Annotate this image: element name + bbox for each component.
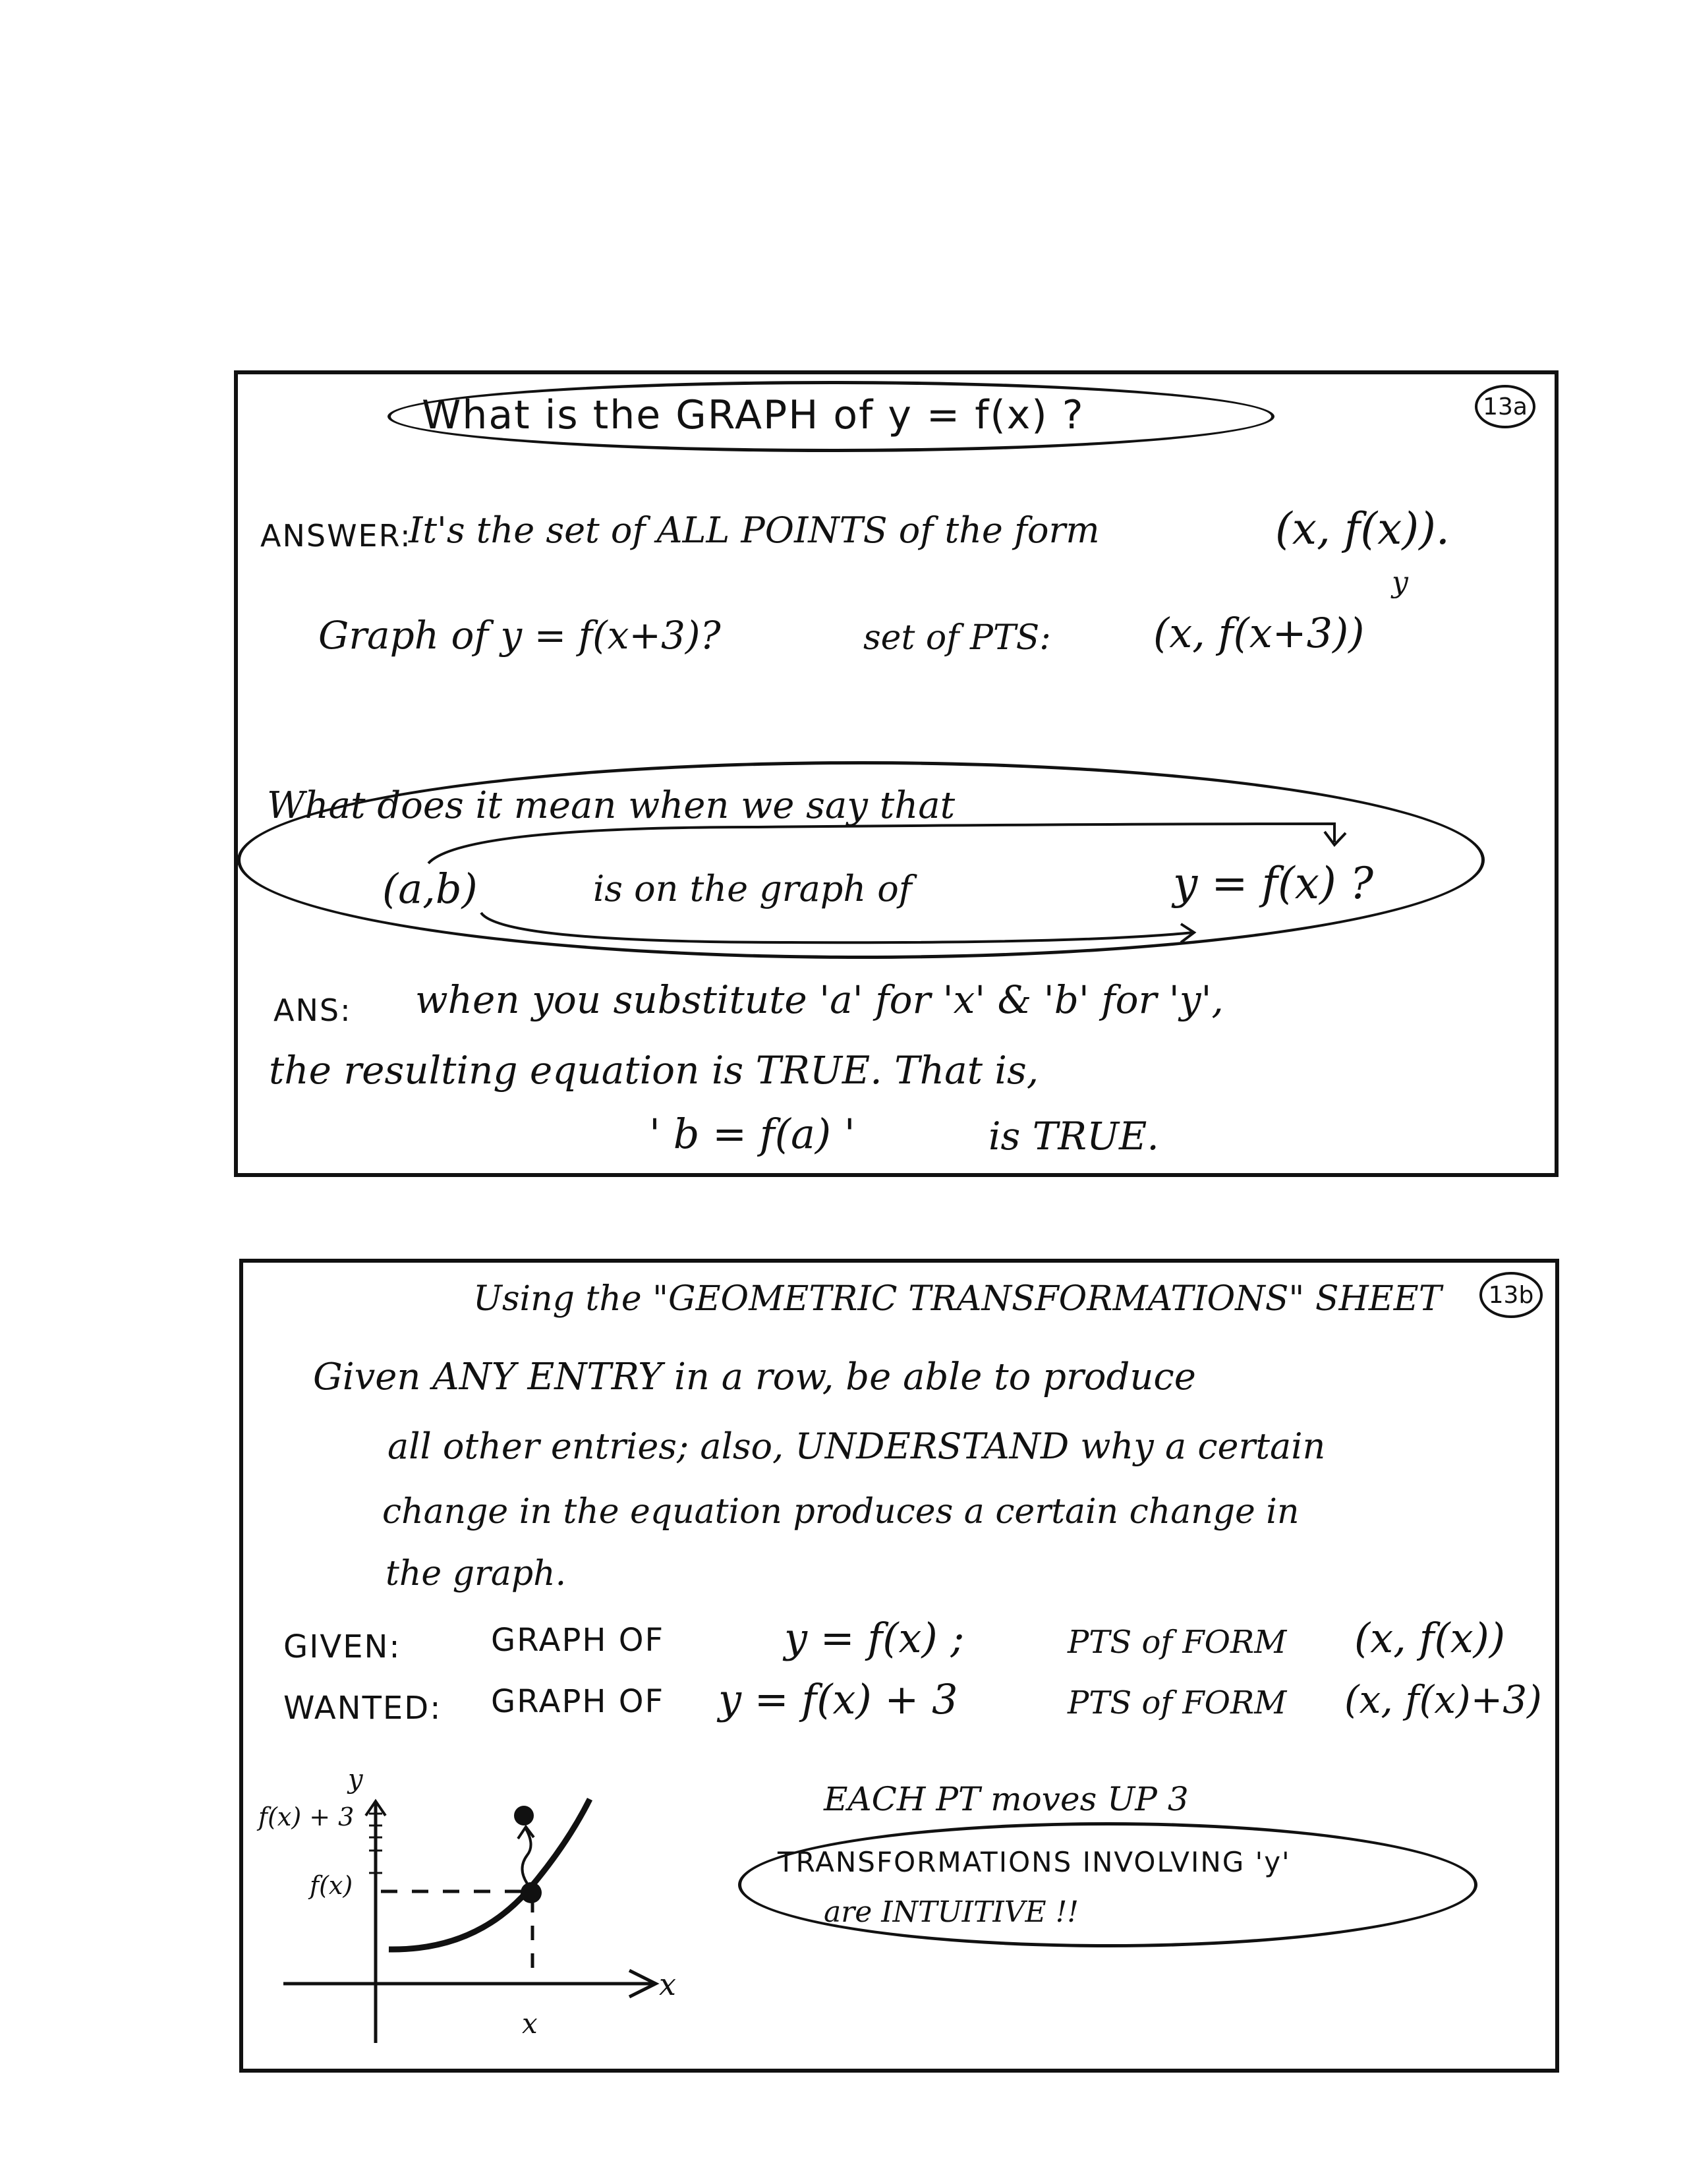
para-line2: all other entries; also, UNDERSTAND why a certain bbox=[387, 1425, 1326, 1467]
card-a-heading: What is the GRAPH of y = f(x) ? bbox=[422, 392, 1085, 438]
sketch-point bbox=[521, 1882, 542, 1903]
ans-label: ANS: bbox=[273, 992, 352, 1028]
given-pts: PTS of FORM bbox=[1068, 1624, 1287, 1661]
wanted-pts: PTS of FORM bbox=[1068, 1684, 1287, 1721]
card-b-badge: 13b bbox=[1479, 1272, 1543, 1318]
graph-line-left: Graph of y = f(x+3)? bbox=[318, 613, 721, 658]
graph-line-mid: set of PTS: bbox=[863, 618, 1051, 658]
ans-line1: when you substitute 'a' for 'x' & 'b' for 'y', bbox=[415, 977, 1224, 1022]
sketch-move-arrow bbox=[523, 1829, 531, 1883]
card-a-badge: 13a bbox=[1475, 385, 1535, 428]
para-line4: the graph. bbox=[386, 1554, 567, 1594]
para-line3: change in the equation produces a certain change in bbox=[382, 1492, 1300, 1532]
given-graph: GRAPH OF bbox=[491, 1622, 665, 1659]
sketch-x-tick-label: x bbox=[522, 2007, 538, 2040]
answer-form-note: y bbox=[1392, 565, 1408, 599]
answer-text: It's the set of ALL POINTS of the form bbox=[409, 509, 1100, 551]
given-label: GIVEN: bbox=[283, 1628, 401, 1665]
ans-line2: the resulting equation is TRUE. That is, bbox=[269, 1048, 1039, 1093]
question-eq: y = f(x) ? bbox=[1173, 858, 1374, 909]
wanted-label: WANTED: bbox=[283, 1690, 442, 1727]
answer-form: (x, f(x)). bbox=[1275, 503, 1450, 554]
ans-line3-eq: ' b = f(a) ' bbox=[649, 1110, 855, 1158]
card-b-heading: Using the "GEOMETRIC TRANSFORMATIONS" SHEET bbox=[473, 1279, 1442, 1319]
wanted-eq: y = f(x) + 3 bbox=[718, 1675, 958, 1723]
question-middle: is on the graph of bbox=[593, 868, 912, 909]
sketch-shifted-point bbox=[514, 1806, 534, 1825]
note-line2: are INTUITIVE !! bbox=[824, 1895, 1079, 1929]
given-eq: y = f(x) ; bbox=[784, 1614, 965, 1662]
wanted-graph: GRAPH OF bbox=[491, 1683, 665, 1720]
para-line1: Given ANY ENTRY in a row, be able to produce bbox=[313, 1356, 1196, 1398]
graph-line-right: (x, f(x+3)) bbox=[1153, 609, 1365, 657]
sketch-fx-plus-3-label: f(x) + 3 bbox=[258, 1802, 355, 1831]
given-form: (x, f(x)) bbox=[1354, 1614, 1506, 1662]
answer-label: ANSWER: bbox=[260, 518, 412, 554]
each-pt-text: EACH PT moves UP 3 bbox=[824, 1780, 1189, 1818]
sketch-curve bbox=[389, 1799, 590, 1949]
sketch-y-label: y bbox=[348, 1764, 363, 1795]
wanted-form: (x, f(x)+3) bbox=[1344, 1677, 1542, 1722]
ans-line3-tail: is TRUE. bbox=[988, 1114, 1159, 1159]
question-point: (a,b) bbox=[382, 865, 478, 913]
note-line1: TRANSFORMATIONS INVOLVING 'y' bbox=[778, 1846, 1291, 1878]
sketch-fx-label: f(x) bbox=[310, 1871, 353, 1900]
sketch-x-axis-label: x bbox=[659, 1967, 676, 2002]
question-line1: What does it mean when we say that bbox=[267, 784, 956, 827]
